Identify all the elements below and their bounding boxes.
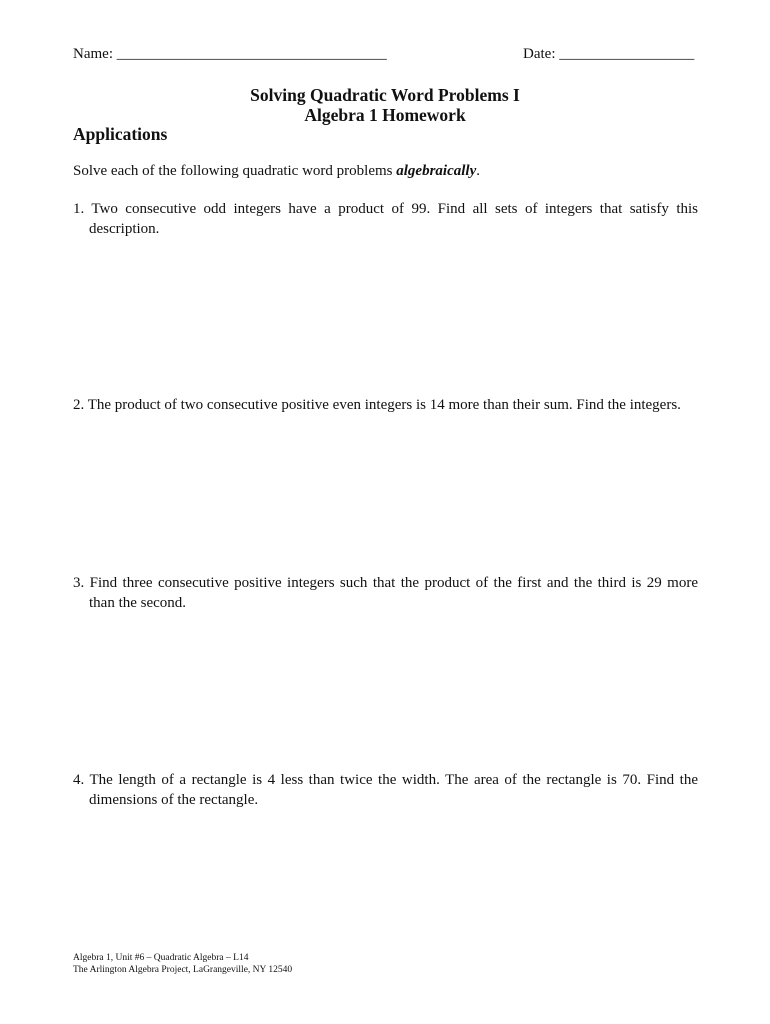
date-field-label: Date: __________________ [523,46,695,62]
footer-publisher-line: The Arlington Algebra Project, LaGrangeville, NY 12540 [73,965,293,975]
problem-4 [73,770,698,810]
problem-3-text: 3. Find three consecutive positive integers such that the product of the first and the third is 29 more [73,575,698,591]
worksheet-title: Solving Quadratic Word Problems I [250,85,520,105]
worksheet-subtitle: Algebra 1 Homework [304,105,466,125]
problem-4-text: 4. The length of a rectangle is 4 less than twice the width. The area of the rectangle is 70. Find the [73,772,698,788]
footer-course-line: Algebra 1, Unit #6 – Quadratic Algebra – L14 [73,953,249,963]
instructions-emphasis: algebraically [396,163,477,179]
instructions [73,163,480,180]
problem-1-text: 1. Two consecutive odd integers have a product of 99. Find all sets of integers that satisfy this [73,201,698,217]
instructions-end: . [476,163,480,179]
problem-1 [73,199,698,239]
name-field-label: Name: ____________________________________ [73,46,387,62]
section-heading: Applications [73,124,168,144]
problem-3-text-continued: than the second. [89,595,187,611]
problem-4-text-continued: dimensions of the rectangle. [89,792,259,808]
problem-1-text-continued: description. [89,221,160,237]
problem-2 [73,395,698,415]
problem-2-text: 2. The product of two consecutive positive even integers is 14 more than their sum. Find the integers. [73,397,681,413]
page-footer [73,952,292,976]
problem-3 [73,573,698,613]
instructions-text: Solve each of the following quadratic word problems [73,163,397,179]
